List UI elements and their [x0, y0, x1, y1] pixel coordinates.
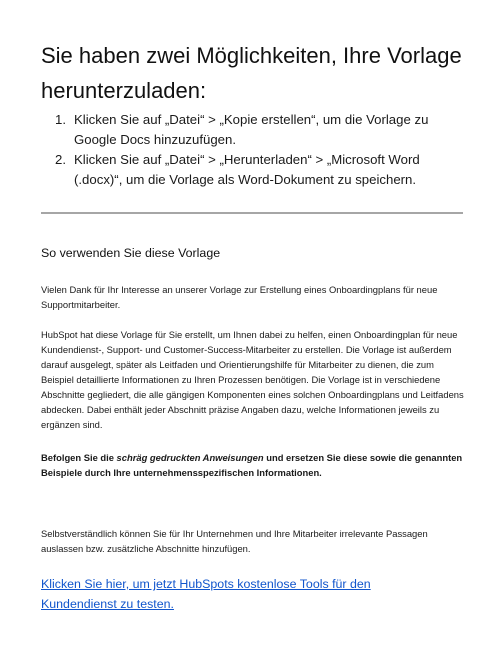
list-item	[41, 110, 463, 150]
list-item	[41, 150, 463, 190]
list-item-text: Klicken Sie auf „Datei“ > „Kopie erstellen“, um die Vorlage zu Google Docs hinzuzufügen.	[74, 112, 429, 147]
list-item-number: 1.	[55, 112, 66, 127]
instructions-text-end: und ersetzen Sie diese sowie die genannten Beispiele durch Ihre unternehmensspezifischen Informationen.	[41, 452, 463, 478]
instructions-text-start: Befolgen Sie die	[41, 452, 117, 463]
horizontal-divider	[41, 212, 463, 214]
customization-paragraph: Selbstverständlich können Sie für Ihr Unternehmen und Ihre Mitarbeiter irrelevante Passagen auslassen bzw. zusätzliche Abschnitte hinzufügen.	[41, 528, 428, 554]
instructions-italic-text: schräg gedruckten Anweisungen	[116, 452, 264, 463]
list-item-text: Klicken Sie auf „Datei“ > „Herunterladen“ > „Microsoft Word (.docx)“, um die Vorlage als Word-Dokument zu speichern.	[74, 152, 420, 187]
download-steps-list	[41, 110, 463, 190]
instructions-paragraph	[41, 450, 465, 480]
description-paragraph: HubSpot hat diese Vorlage für Sie erstellt, um Ihnen dabei zu helfen, einen Onboardingplan für neue Kundendienst-, Support- und Customer-Success-Mitarbeiter zu erstellen. Die Vorlage ist außerdem darauf ausgelegt, später als Leitfaden und Orientierungshilfe für Mitarbeiter zu dienen, die zum Beispiel detaillierte Informationen zu Ihren Prozessen benötigen. Die Vorlage ist in verschiedene Abschnitte gegliedert, die alle gängigen Komponenten eines solchen Onboardingplans und Leitfadens abdecken. Dabei enthält jeder Abschnitt präzise Angaben dazu, welche Informationen jeweils zu ergänzen sind.	[41, 329, 464, 430]
page-title: Sie haben zwei Möglichkeiten, Ihre Vorlage herunterzuladen:	[41, 43, 462, 103]
hubspot-tools-link[interactable]: Klicken Sie hier, um jetzt HubSpots kostenlose Tools für den Kundendienst zu testen.	[41, 577, 371, 611]
intro-paragraph: Vielen Dank für Ihr Interesse an unserer Vorlage zur Erstellung eines Onboardingplans für neue Supportmitarbeiter.	[41, 284, 438, 310]
list-item-number: 2.	[55, 152, 66, 167]
section-title: So verwenden Sie diese Vorlage	[41, 246, 221, 260]
